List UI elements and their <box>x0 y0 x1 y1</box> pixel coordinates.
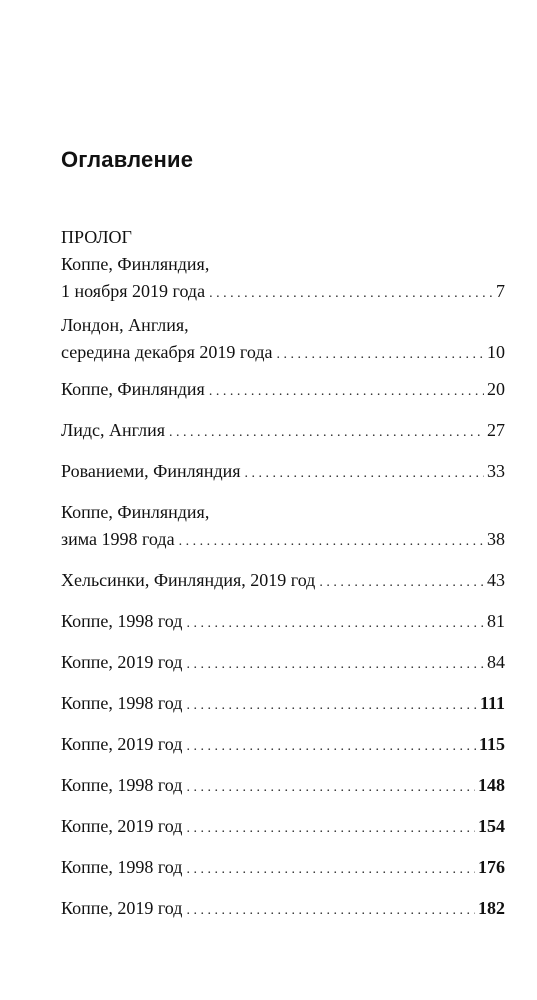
toc-page-number: 27 <box>487 420 505 440</box>
toc-entry <box>61 772 505 799</box>
toc-page-number: 7 <box>496 281 505 301</box>
toc-entry <box>61 417 505 444</box>
toc-entry-line: зима 1998 года <box>61 529 175 549</box>
toc-entry-line: Лидс, Англия <box>61 420 165 440</box>
leader-dots <box>179 528 484 555</box>
leader-dots <box>186 774 475 801</box>
toc-entry <box>61 649 505 676</box>
toc-entry-line: Коппе, 2019 год <box>61 652 183 672</box>
leader-dots <box>186 733 476 760</box>
toc-page-number: 182 <box>478 898 505 918</box>
leader-dots <box>276 341 484 368</box>
toc-page-number: 176 <box>478 857 505 877</box>
toc-entry <box>61 854 505 881</box>
toc-entry-line: Коппе, 1998 год <box>61 857 183 877</box>
leader-dots <box>186 692 477 719</box>
toc-entry-line: Коппе, Финляндия <box>61 379 205 399</box>
toc-page-number: 111 <box>479 693 505 713</box>
toc-entry-line: Коппе, 2019 год <box>61 734 183 754</box>
leader-dots <box>245 460 484 487</box>
leader-dots <box>186 856 475 883</box>
toc-entry-line: Коппе, Финляндия, <box>61 254 210 274</box>
toc-title: Оглавление <box>61 147 194 172</box>
toc-entry-line: Хельсинки, Финляндия, 2019 год <box>61 570 316 590</box>
toc-entry-line: Коппе, 1998 год <box>61 693 183 713</box>
toc-entry <box>61 690 505 717</box>
toc-page-number: 84 <box>487 652 505 672</box>
toc-entry-line: Коппе, 2019 год <box>61 816 183 836</box>
toc-entry-line: Коппе, 1998 год <box>61 611 183 631</box>
leader-dots <box>209 280 493 307</box>
toc-entry-line: 1 ноября 2019 года <box>61 281 206 301</box>
toc-entry-line: Коппе, Финляндия, <box>61 502 210 522</box>
toc-entry-line: Рованиеми, Финляндия <box>61 461 241 481</box>
toc-entry <box>61 458 505 485</box>
toc-list <box>61 223 505 922</box>
leader-dots <box>169 419 484 446</box>
toc-page-number: 10 <box>487 342 505 362</box>
toc-page-number: 81 <box>487 611 505 631</box>
leader-dots <box>186 651 484 678</box>
toc-entry <box>61 376 505 403</box>
toc-entry-line: Коппе, 2019 год <box>61 898 183 918</box>
toc-entry <box>61 251 505 305</box>
toc-entry-line: Лондон, Англия, <box>61 315 189 335</box>
toc-prologue-heading: ПРОЛОГ <box>61 227 132 247</box>
leader-dots <box>209 378 484 405</box>
leader-dots <box>186 815 475 842</box>
toc-entry <box>61 813 505 840</box>
toc-page-number: 43 <box>487 570 505 590</box>
toc-page-number: 148 <box>478 775 505 795</box>
toc-page-number: 33 <box>487 461 505 481</box>
toc-entry <box>61 731 505 758</box>
toc-entry <box>61 499 505 553</box>
toc-page-number: 115 <box>478 734 505 754</box>
toc-entry <box>61 608 505 635</box>
toc-entry <box>61 312 505 366</box>
toc-page-number: 38 <box>487 529 505 549</box>
toc-entry <box>61 567 505 594</box>
leader-dots <box>319 569 484 596</box>
toc-page-number: 154 <box>478 816 505 836</box>
leader-dots <box>186 610 484 637</box>
toc-entry-line: середина декабря 2019 года <box>61 342 273 362</box>
leader-dots <box>186 897 475 924</box>
toc-page-number: 20 <box>487 379 505 399</box>
toc-entry <box>61 895 505 922</box>
toc-entry-line: Коппе, 1998 год <box>61 775 183 795</box>
